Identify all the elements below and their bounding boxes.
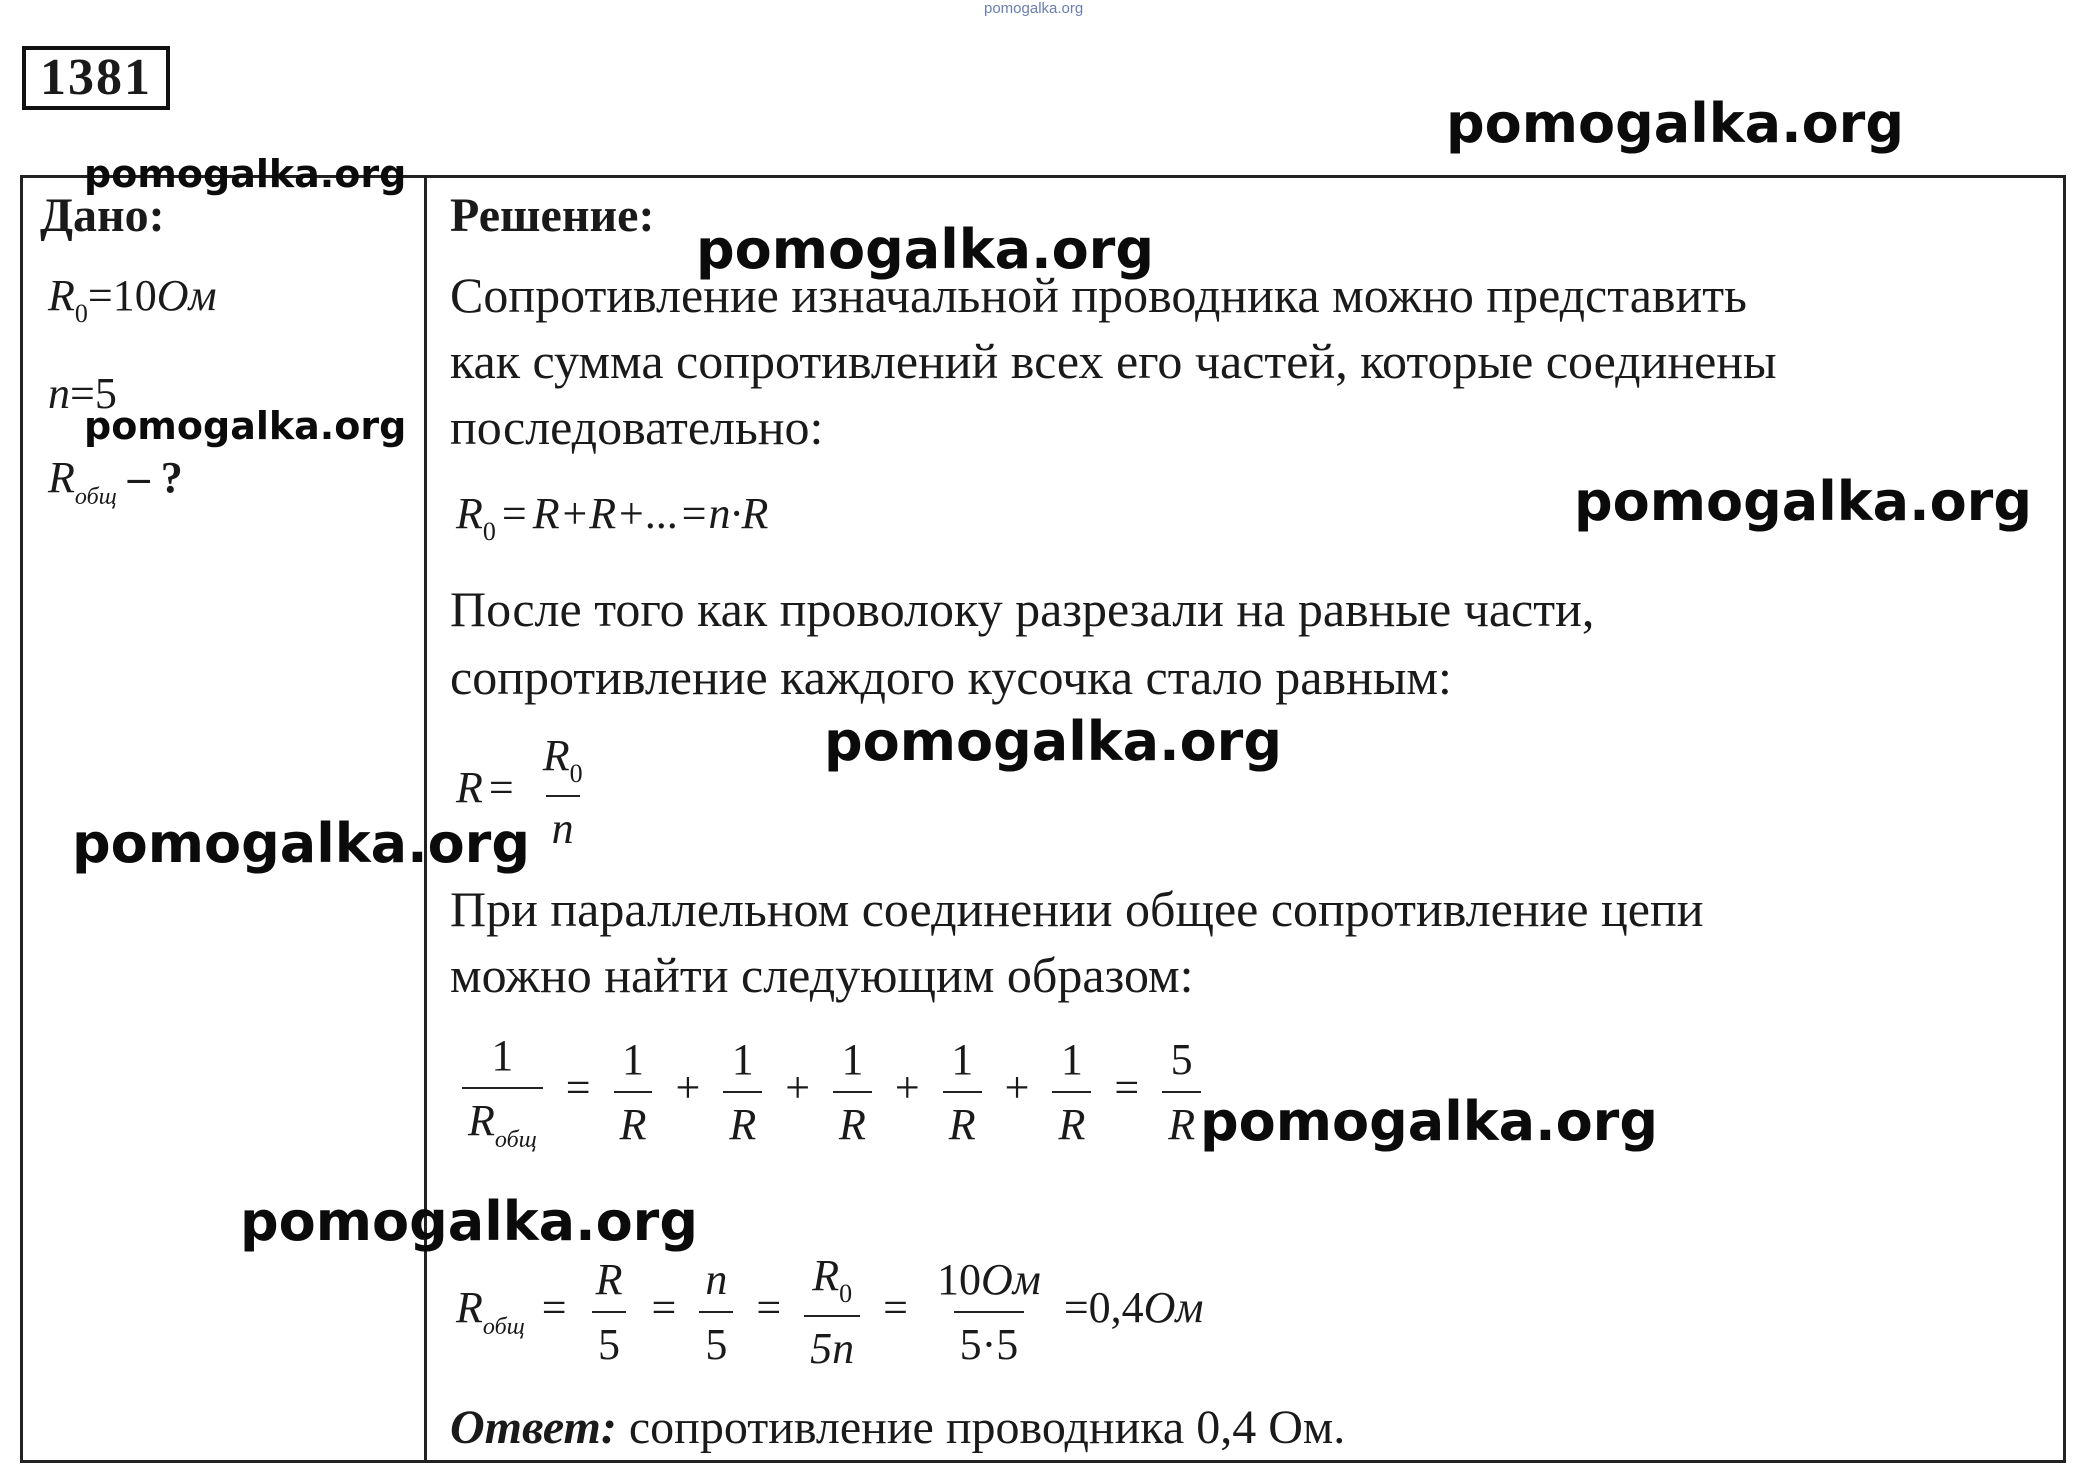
watermark: pomogalka.org <box>240 1190 698 1253</box>
formula-parallel: $\frac{1}{R_{общ}}$ = $\frac{1}{R}$ + $\frac{1}{R}$ + $\frac{1}{R}$ + $\frac{1}{R}$ + $\frac{1}{R}$ = $\frac{5}{R}$ <box>456 1030 1207 1154</box>
watermark: pomogalka.org <box>84 152 407 196</box>
given-n: n=5 <box>48 369 117 418</box>
solution-p1-line3: последовательно: <box>450 399 824 455</box>
answer-label: Ответ: <box>450 1401 617 1454</box>
given-find: $R_{общ}$ – ? <box>48 453 183 510</box>
solution-p2-line1: После того как проволоку разрезали на равные части, <box>450 581 1595 637</box>
formula-total: $R_{общ}$ = $\frac{R}{5}$ = $\frac{n}{5}$ = $\frac{R_0}{5n}$ = $\frac{10Ом}{5\cdot 5}$ =0,4Ом <box>456 1251 1204 1373</box>
given-r0: $R_0=10Ом$ <box>48 271 217 328</box>
solution-p1-line2: как сумма сопротивлений всех его частей, которые соединены <box>450 333 1777 389</box>
answer-line <box>450 1400 1345 1455</box>
watermark: pomogalka.org <box>84 404 407 448</box>
watermark: pomogalka.org <box>1200 1090 1658 1153</box>
watermark: pomogalka.org <box>824 710 1282 773</box>
solution-p3-line2: можно найти следующим образом: <box>450 947 1194 1003</box>
task-number: 1381 <box>22 46 170 110</box>
watermark: pomogalka.org <box>1446 92 1904 155</box>
solution-p1-line1: Сопротивление изначальной проводника можно представить <box>450 267 1747 323</box>
solution-heading: Решение: <box>450 189 655 242</box>
solution-p3-line1: При параллельном соединении общее сопротивление цепи <box>450 881 1704 937</box>
top-watermark: pomogalka.org <box>984 0 1084 17</box>
formula-series: $R_0 = R+R+...=n\cdot R$ <box>456 489 769 546</box>
watermark: pomogalka.org <box>72 812 530 875</box>
solution-p2-line2: сопротивление каждого кусочка стало равным: <box>450 649 1452 705</box>
watermark: pomogalka.org <box>1574 470 2032 533</box>
watermark: pomogalka.org <box>696 218 1154 281</box>
formula-part: R = $\frac{R_0}{n}$ <box>456 731 583 853</box>
given-heading: Дано: <box>40 189 165 242</box>
answer-text: сопротивление проводника 0,4 Ом. <box>616 1401 1346 1454</box>
